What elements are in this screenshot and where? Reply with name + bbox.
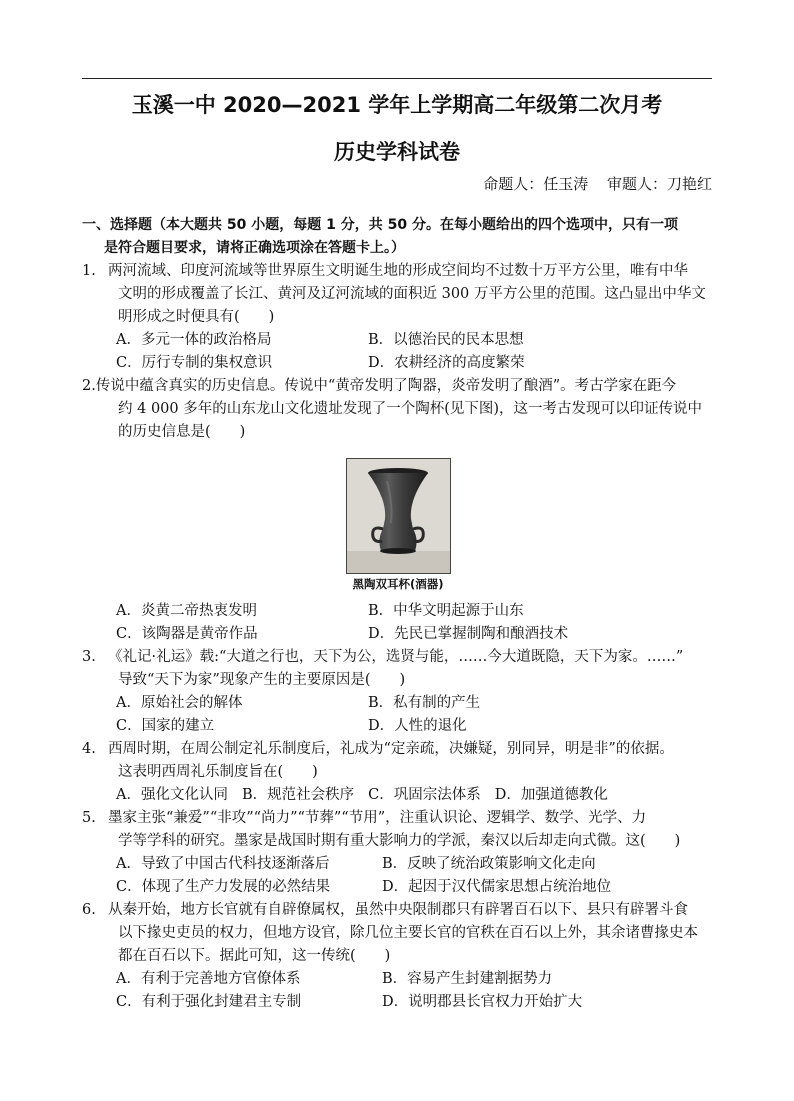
option-b: B．中华文明起源于山东 (368, 603, 524, 619)
section-heading-line1: 一、选择题（本大题共 50 小题，每题 1 分，共 50 分。在每小题给出的四个选项中，只有一项 (82, 217, 678, 233)
option-a: A．炎黄二帝热衷发明 (116, 603, 257, 619)
question-text: 西周时期，在周公制定礼乐制度后，礼成为“定亲疏，决嫌疑，别同异，明是非”的依据。 (108, 741, 674, 757)
question-number: 5. (82, 810, 96, 826)
option-d: D．先民已掌握制陶和酿酒技术 (368, 626, 569, 642)
question-line: 文明的形成覆盖了长江、黄河及辽河流域的面积近 300 万平方公里的范围。这凸显出中华文 (118, 286, 706, 302)
option-c: C．体现了生产力发展的必然结果 (116, 879, 331, 895)
options-row (82, 784, 714, 807)
option-c: C．厉行专制的集权意识 (116, 355, 273, 371)
question-2 (82, 375, 714, 646)
question-line: 以下掾史吏员的权力，但地方设官，除几位主要长官的官秩在百石以上外，其余诸曹掾史本 (118, 925, 698, 941)
option-d: D．说明郡县长官权力开始扩大 (382, 994, 583, 1010)
option-b: B．以德治民的民本思想 (368, 332, 524, 348)
question-number: 3. (82, 649, 96, 665)
pottery-figure (82, 458, 714, 592)
exam-title: 玉溪一中 2020—2021 学年上学期高二年级第二次月考 (131, 93, 663, 117)
option-d: D．加强道德教化 (494, 787, 608, 803)
question-line (82, 807, 714, 830)
question-line: 的历史信息是( ) (118, 424, 246, 440)
options-row (82, 352, 714, 375)
pottery-cup-drawing (347, 459, 450, 573)
question-line (82, 646, 714, 669)
options-row (82, 692, 714, 715)
option-c: C．有利于强化封建君主专制 (116, 994, 302, 1010)
options-row (82, 329, 714, 352)
option-a: A．强化文化认同 (116, 787, 228, 803)
options-row (82, 715, 714, 738)
question-number: 6. (82, 902, 96, 918)
options-row (82, 600, 714, 623)
question-text: 传说中蕴含真实的历史信息。传说中“黄帝发明了陶器，炎帝发明了酿酒”。考古学家在距今 (95, 378, 677, 394)
question-5 (82, 807, 714, 899)
question-line: 明形成之时便具有( ) (118, 309, 275, 325)
question-text: 墨家主张“兼爱”“非攻”“尚力”“节葬”“节用”，注重认识论、逻辑学、数学、光学、力 (108, 810, 647, 826)
option-a: A．导致了中国古代科技逐渐落后 (116, 856, 330, 872)
question-line: 学等学科的研究。墨家是战国时期有重大影响力的学派，秦汉以后却走向式微。这( ) (118, 833, 681, 849)
options-row (82, 968, 714, 991)
question-line (82, 738, 714, 761)
question-text: 从秦开始，地方长官就有自辟僚属权，虽然中央限制郡只有辟署百石以下、县只有辟署斗食 (108, 902, 688, 918)
reviewer: 审题人：刀艳红 (606, 175, 712, 193)
option-a: A．原始社会的解体 (116, 695, 243, 711)
option-d: D．起因于汉代儒家思想占统治地位 (382, 879, 612, 895)
question-line: 都在百石以下。据此可知，这一传统( ) (118, 948, 391, 964)
option-d: D．农耕经济的高度繁荣 (368, 355, 525, 371)
option-b: B．规范社会秩序 (241, 787, 355, 803)
options-row (82, 991, 714, 1014)
option-a: A．多元一体的政治格局 (116, 332, 272, 348)
question-number: 4. (82, 741, 96, 757)
question-line (82, 375, 714, 398)
option-b: B．反映了统治政策影响文化走向 (382, 856, 596, 872)
question-line: 导致“天下为家”现象产生的主要原因是( ) (118, 672, 406, 688)
proposer: 命题人：任玉涛 (483, 175, 589, 193)
question-1 (82, 260, 714, 375)
option-c: C．巩固宗法体系 (368, 787, 481, 803)
figure-caption: 黑陶双耳杯(酒器) (352, 577, 444, 591)
question-6 (82, 899, 714, 1014)
options-row (82, 876, 714, 899)
question-number: 1. (82, 263, 96, 279)
question-line: 这表明西周礼乐制度旨在( ) (118, 764, 318, 780)
exam-body (82, 214, 714, 1014)
question-line (82, 260, 714, 283)
question-line (82, 899, 714, 922)
exam-subtitle: 历史学科试卷 (334, 140, 460, 164)
options-row (82, 623, 714, 646)
question-3 (82, 646, 714, 738)
option-c: C．国家的建立 (116, 718, 215, 734)
question-line: 约 4 000 多年的山东龙山文化遗址发现了一个陶杯(见下图)，这一考古发现可以印证传说中 (118, 401, 703, 417)
option-b: B．私有制的产生 (368, 695, 481, 711)
option-a: A．有利于完善地方官僚体系 (116, 971, 301, 987)
options-row (82, 853, 714, 876)
question-4 (82, 738, 714, 807)
option-b: B．容易产生封建割据势力 (382, 971, 553, 987)
question-text: 《礼记·礼运》载:“大道之行也，天下为公，选贤与能，……今大道既隐，天下为家。……” (108, 649, 684, 665)
authors-line (469, 172, 712, 196)
section-heading-line2: 是符合题目要求，请将正确选项涂在答题卡上。） (104, 240, 405, 256)
pottery-cup-image (346, 458, 451, 574)
header-rule (82, 78, 712, 79)
option-d: D．人性的退化 (368, 718, 467, 734)
option-c: C．该陶器是黄帝作品 (116, 626, 258, 642)
question-text: 两河流域、印度河流域等世界原生文明诞生地的形成空间均不过数十万平方公里，唯有中华 (108, 263, 688, 279)
question-number: 2. (82, 378, 96, 394)
